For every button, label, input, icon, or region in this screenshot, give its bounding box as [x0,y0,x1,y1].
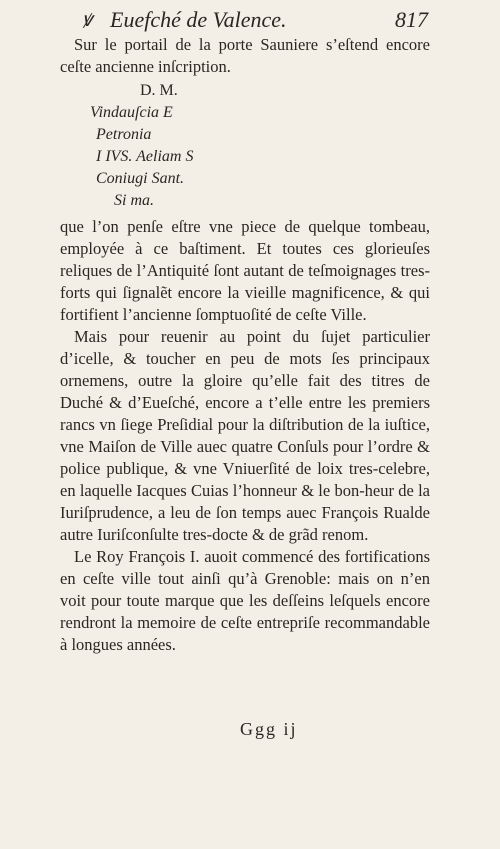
paragraph-ornaments: Mais pour reuenir au point du ſujet particulier d’icelle, & toucher en peu de mots ſes principaux ornemens, outre la gloire qu’elle fait des titres de Duché & d’Eueſché, encore a t’elle entre les premiers rancs vn ſiege Preſidial pour la diſtribution de la iuſtice, vne Maiſon de Ville auec quatre Conſuls pour l’ordre & police publique, & vne Vniuerſité de loix tres-celebre, en laquelle Iacques Cuias l’honneur & le bon-heur de la Iuriſprudence, a leu de ſon temps auec François Rualde autre Iuriſconſulte tres-docte & de grãd renom. [60,327,430,544]
inscription-line: Vindauſcia E [90,104,173,121]
inscription-line: D. M. [140,82,178,99]
body-text [60,34,430,656]
paragraph-intro: Sur le portail de la porte Sauniere s’eſtend encore ceſte ancienne inſcription. [60,35,430,76]
fleuron-ornament: ꝟ [82,9,93,31]
paragraph-antiquity: que l’on penſe eſtre vne piece de quelque tombeau, employée à ce baſtiment. Et toutes ces glorieuſes reliques de l’Antiquité ſont autant de teſmoignages tres-forts qui ſignalẽt encore la vieille magnificence, & qui fortifient l’ancienne ſomptuoſité de ceſte Ville. [60,217,430,324]
inscription-line: I IVS. Aeliam S [96,148,194,165]
running-head [82,6,428,34]
inscription-line: Si ma. [114,192,154,209]
inscription-line: Petronia [96,126,152,143]
roman-inscription [90,80,430,212]
paragraph-fortifications: Le Roy François I. auoit commencé des fortifications en ceſte ville tout ainſi qu’à Grenoble: mais on n’en voit pour toute marque que les deſſeins leſquels encore rendront la memoire de ceſte entrepriſe recommandable à longues années. [60,547,430,654]
signature-mark: Ggg ij [240,719,298,739]
inscription-line: Coniugi Sant. [96,170,185,187]
page-number: 817 [395,7,428,32]
running-title: Euefché de Valence. [110,7,287,32]
